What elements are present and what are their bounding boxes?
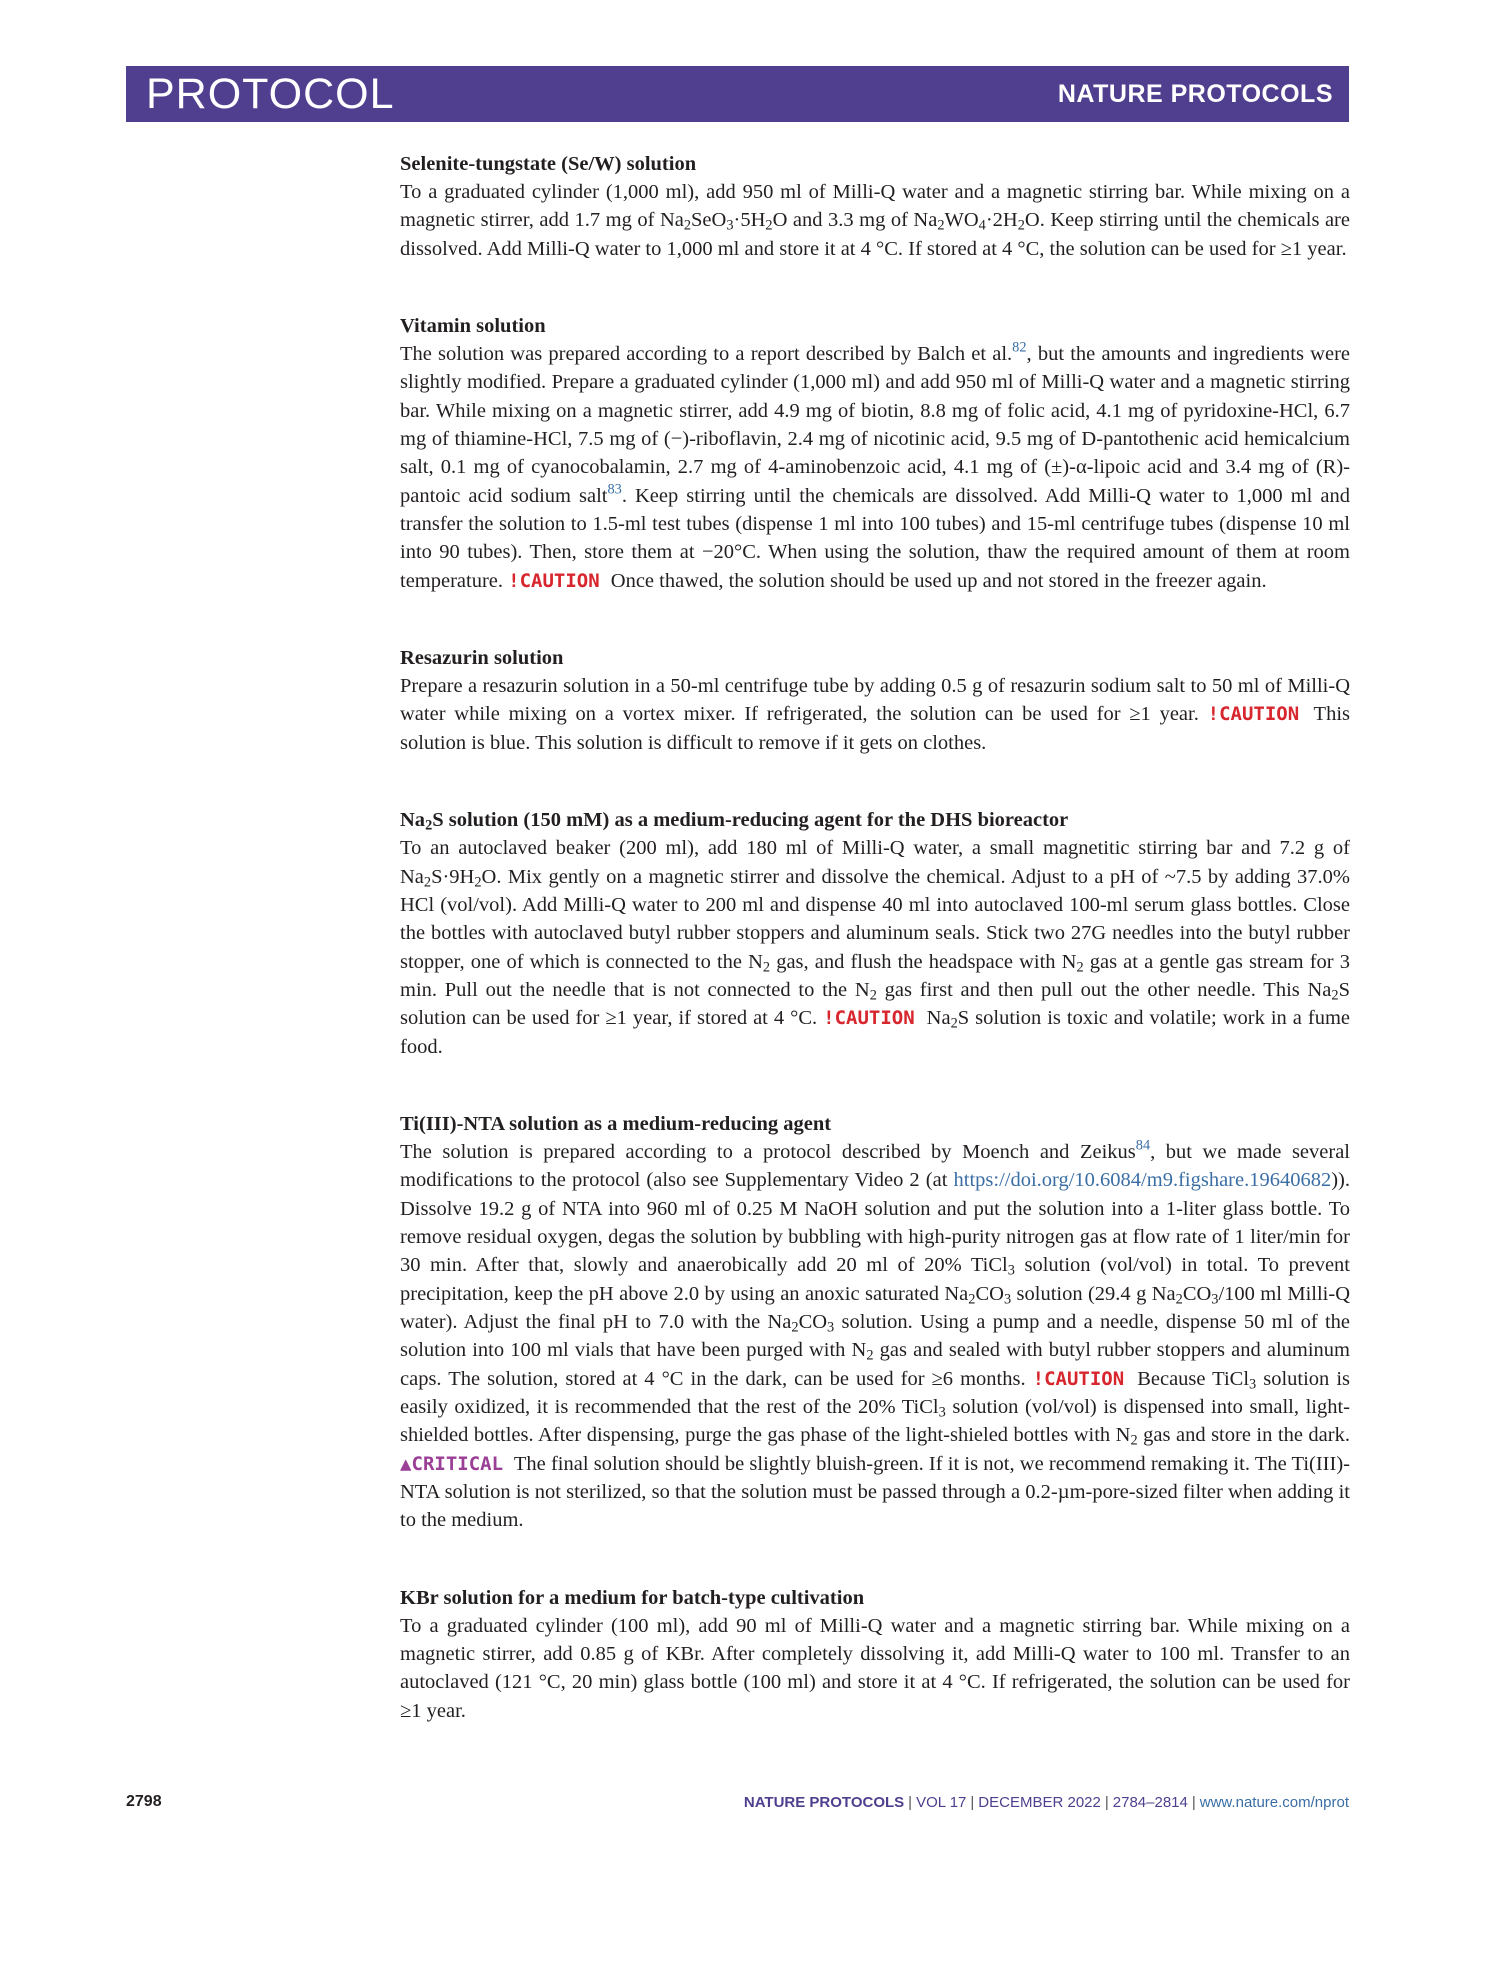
page-header [126,66,1349,122]
section-ti-nta [400,1110,1350,1535]
caution-label: !CAUTION [823,1007,915,1030]
section-se-w [400,150,1350,263]
section-title: Resazurin solution [400,647,564,670]
footer-date: DECEMBER 2022 [978,1794,1101,1811]
section-kbr [400,1584,1350,1725]
page-number: 2798 [126,1793,162,1810]
section-title: $Na_2S$ solution (150 mM) as a medium-reducing agent for the DHS bioreactor [400,809,1069,834]
section-paragraph: The solution is prepared according to a protocol described by Moench and Zeikus$^{84}$, but we made several modifications to the protocol (also see Supplementary Video 2 (at https://doi.org/10.6084/m9.figshare.19640682)). Dissolve 19.2 g of NTA into 960 ml of 0.25 M NaOH solution and put the solution into a 1-liter glass bottle. To remove residual oxygen, degas the solution by bubbling with high-purity nitrogen gas at flow rate of 1 liter/min for 30 min. After that, slowly and anaerobically add 20 ml of 20% TiCl$_3$ solution (vol/vol) in total. To prevent precipitation, keep the pH above 2.0 by using an anoxic saturated $Na_2CO_3$ solution (29.4 g $Na_2CO_3/100$ ml Milli-Q water). Adjust the final pH to 7.0 with the $Na_2CO_3$ solution. Using a pump and a needle, dispense 50 ml of the solution into 100 ml vials that have been purged with $N_2$ gas and sealed with butyl rubber stoppers and aluminum caps. The solution, stored at 4 °C in the dark, can be used for ≥6 months. !CAUTION Because TiCl$_3$ solution is easily oxidized, it is recommended that the rest of the 20% TiCl$_3$ solution (vol/vol) is dispensed into small, light-shielded bottles. After dispensing, purge the gas phase of the light-shieled bottles with $N_2$ gas and store in the dark. ▲CRITICAL The final solution should be slightly bluish-green. If it is not, we recommend remaking it. The Ti(III)-NTA solution is not sterilized, so that the solution must be passed through a 0.2-µm-pore-sized filter when adding it to the medium. [400,1137,1351,1532]
section-paragraph: To a graduated cylinder (1,000 ml), add 950 ml of Milli-Q water and a magnetic stirring bar. While mixing on a magnetic stirrer, add 1.7 mg of $Na_2SeO_3\cdot 5H_2O$ and 3.3 mg of $Na_2WO_4\cdot 2H_2O$. Keep stirring until the chemicals are dissolved. Add Milli-Q water to 1,000 ml and store it at 4 °C. If stored at 4 °C, the solution can be used for ≥1 year. [400,181,1350,260]
reference-link[interactable]: 82 [1012,339,1027,356]
footer-volume: VOL 17 [916,1794,967,1811]
reference-link[interactable]: 83 [607,481,622,498]
section-paragraph: Prepare a resazurin solution in a 50-ml centrifuge tube by adding 0.5 g of resazurin sodium salt to 50 ml of Milli-Q water while mixing on a vortex mixer. If refrigerated, the solution can be used for ≥1 year. !CAUTION This solution is blue. This solution is difficult to remove if it gets on clothes. [400,675,1350,754]
section-label: PROTOCOL [146,70,395,118]
section-title: Ti(III)-NTA solution as a medium-reducing agent [400,1112,832,1135]
footer-citation: NATURE PROTOCOLS | VOL 17 | DECEMBER 2022 | 2784–2814 | www.nature.com/nprot [743,1794,1349,1811]
caution-label: !CAUTION [1207,703,1300,726]
section-paragraph: The solution was prepared according to a report described by Balch et al.$^{82}$, but the amounts and ingredients were slightly modified. Prepare a graduated cylinder (1,000 ml) and add 950 ml of Milli-Q water and a magnetic stirring bar. While mixing on a magnetic stirrer, add 4.9 mg of biotin, 8.8 mg of folic acid, 4.1 mg of pyridoxine-HCl, 6.7 mg of thiamine-HCl, 7.5 mg of (−)-riboflavin, 2.4 mg of nicotinic acid, 9.5 mg of D-pantothenic acid hemicalcium salt, 0.1 mg of cyanocobalamin, 2.7 mg of 4-aminobenzoic acid, 4.1 mg of (±)-α-lipoic acid and 3.4 mg of (R)-pantoic acid sodium salt$^{83}$. Keep stirring until the chemicals are dissolved. Add Milli-Q water to 1,000 ml and transfer the solution to 1.5-ml test tubes (dispense 1 ml into 100 tubes) and 15-ml centrifuge tubes (dispense 10 ml into 90 tubes). Then, store them at −20°C. When using the solution, thaw the required amount of them at room temperature. !CAUTION Once thawed, the solution should be used up and not stored in the freezer again. [400,339,1350,592]
journal-name: NATURE PROTOCOLS [1057,80,1333,108]
section-title: Selenite-tungstate (Se/W) solution [400,153,697,175]
section-paragraph: To an autoclaved beaker (200 ml), add 180 ml of Milli-Q water, a small magnetitic stirring bar and 7.2 g of $Na_2S\cdot 9H_2O$. Mix gently on a magnetic stirrer and dissolve the chemical. Adjust to a pH of ~7.5 by adding 37.0% HCl (vol/vol). Add Milli-Q water to 200 ml and dispense 40 ml into autoclaved 100-ml serum glass bottles. Close the bottles with autoclaved butyl rubber stoppers and aluminum seals. Stick two 27G needles into the butyl rubber stopper, one of which is connected to the $N_2$ gas, and flush the headspace with $N_2$ gas at a gentle gas stream for 3 min. Pull out the needle that is not connected to the $N_2$ gas first and then pull out the other needle. This $Na_2S$ solution can be used for ≥1 year, if stored at 4 °C. !CAUTION $Na_2S$ solution is toxic and volatile; work in a fume food. [400,837,1351,1058]
caution-label: !CAUTION [1032,1367,1125,1390]
reference-link[interactable]: 84 [1135,1137,1151,1154]
section-paragraph: To a graduated cylinder (100 ml), add 90 ml of Milli-Q water and a magnetic stirring bar. While mixing on a magnetic stirrer, add 0.85 g of KBr. After completely dissolving it, add Milli-Q water to 100 ml. Transfer to an autoclaved (121 °C, 20 min) glass bottle (100 ml) and store it at 4 °C. If refrigerated, the solution can be used for ≥1 year. [400,1614,1350,1722]
section-title: KBr solution for a medium for batch-type cultivation [400,1586,865,1609]
footer-url[interactable]: www.nature.com/nprot [1199,1794,1349,1811]
caution-label: !CAUTION [508,569,600,592]
doi-link[interactable]: https://doi.org/10.6084/m9.figshare.19640682 [953,1169,1332,1192]
footer-journal: NATURE PROTOCOLS [743,1794,905,1811]
article-body [400,150,1350,1774]
section-title: Vitamin solution [400,315,546,338]
footer-pages: 2784–2814 [1112,1794,1188,1811]
critical-label: ▲CRITICAL [400,1452,504,1475]
section-resazurin [400,644,1350,757]
section-vitamin [400,312,1350,595]
section-na2s [400,806,1350,1061]
